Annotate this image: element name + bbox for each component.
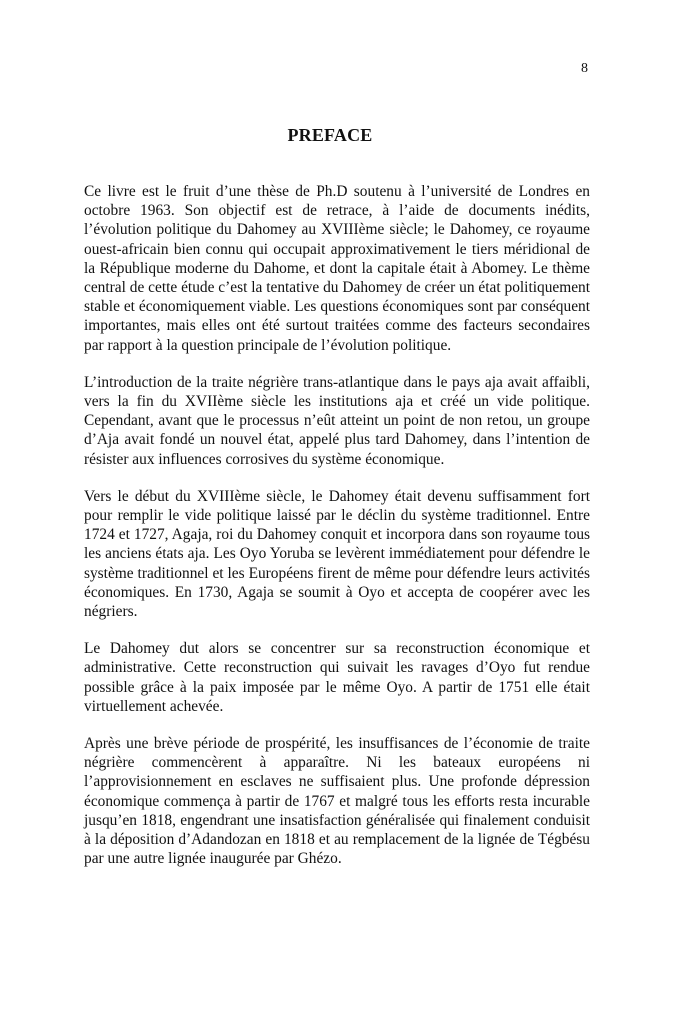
paragraph-4: Le Dahomey dut alors se concentrer sur sa reconstruction économique et administrative. Cette reconstruction qui suivait les ravages d’Oyo fut rendue possible grâce à la paix imposée par le même Oyo. A partir de 1751 elle était virtuellement achevée. xyxy=(84,640,590,715)
page-title: PREFACE xyxy=(287,125,373,145)
page-number: 8 xyxy=(581,61,588,76)
preface-body xyxy=(84,182,590,887)
paragraph-5: Après une brève période de prospérité, les insuffisances de l’économie de traite négrière commencèrent à apparaître. Ni les bateaux européens ni l’approvisionnement en esclaves ne suffisaient plus. Une profonde dépression économique commença à partir de 1767 et malgré tous les efforts resta incurable jusqu’en 1818, engendrant une insatisfaction généralisée qui finalement conduisit à la déposition d’Adandozan en 1818 et au remplacement de la lignée de Tégbésu par une autre lignée inaugurée par Ghézo. xyxy=(84,735,590,868)
paragraph-2: L’introduction de la traite négrière trans-atlantique dans le pays aja avait affaibli, vers la fin du XVIIème siècle les institutions aja et créé un vide politique. Cependant, avant que le processus n’eût atteint un point de non retou, un groupe d’Aja avait fondé un nouvel état, appelé plus tard Dahomey, dans l’intention de résister aux influences corrosives du système économique. xyxy=(84,373,590,468)
paragraph-1: Ce livre est le fruit d’une thèse de Ph.D soutenu à l’université de Londres en octobre 1963. Son objectif est de retrace, à l’aide de documents inédits, l’évolution politique du Dahomey au XVIIIème siècle; le Dahomey, ce royaume ouest-africain bien connu qui occupait approximativement le tiers méridional de la République moderne du Dahome, et dont la capitale était à Abomey. Le thème central de cette étude c’est la tentative du Dahomey de créer un état politiquement stable et économiquement viable. Les questions économiques sont par conséquent importantes, mais elles ont été surtout traitées comme des facteurs secondaires par rapport à la question principale de l’évolution politique. xyxy=(84,183,590,354)
paragraph-3: Vers le début du XVIIIème siècle, le Dahomey était devenu suffisamment fort pour remplir le vide politique laissé par le déclin du système traditionnel. Entre 1724 et 1727, Agaja, roi du Dahomey conquit et incorpora dans son royaume tous les anciens états aja. Les Oyo Yoruba se levèrent immédiatement pour défendre le système traditionnel et les Européens firent de même pour défendre leurs activités économiques. En 1730, Agaja se soumit à Oyo et accepta de coopérer avec les négriers. xyxy=(84,487,590,621)
